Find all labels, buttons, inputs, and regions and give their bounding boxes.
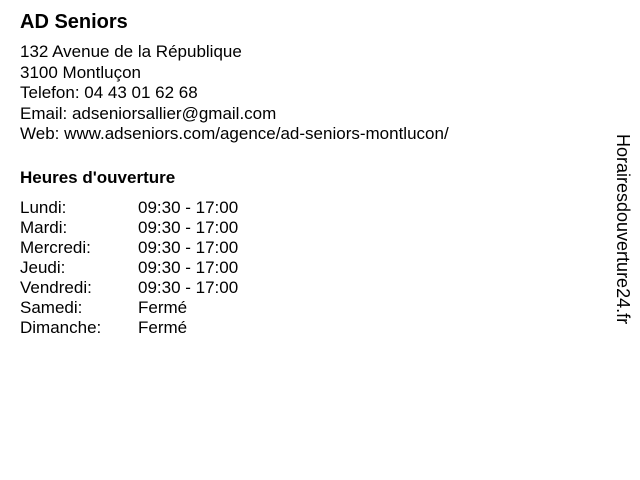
time-value: 09:30 - 17:00 <box>138 217 239 237</box>
day-label: Mercredi: <box>20 237 91 257</box>
hours-row-tuesday <box>20 218 600 238</box>
phone-line: Telefon: 04 43 01 62 68 <box>20 83 198 102</box>
day-label: Dimanche: <box>20 317 102 337</box>
email-line: Email: adseniorsallier@gmail.com <box>20 103 277 123</box>
hours-row-monday <box>20 198 600 218</box>
time-value: 09:30 - 17:00 <box>138 257 239 277</box>
day-label: Jeudi: <box>20 257 66 277</box>
business-card <box>20 10 600 338</box>
hours-row-friday <box>20 278 600 298</box>
hours-row-sunday <box>20 318 600 338</box>
hours-row-saturday <box>20 298 600 318</box>
opening-hours-title: Heures d'ouverture <box>20 167 176 187</box>
day-label: Lundi: <box>20 197 67 217</box>
time-value: 09:30 - 17:00 <box>138 277 239 297</box>
web-line: Web: www.adseniors.com/agence/ad-seniors-montlucon/ <box>20 124 449 143</box>
hours-row-thursday <box>20 258 600 278</box>
time-value: 09:30 - 17:00 <box>138 237 239 257</box>
business-name: AD Seniors <box>20 11 128 33</box>
site-watermark: Horairesdouverture24.fr <box>613 134 633 325</box>
time-value: Fermé <box>138 297 188 317</box>
day-label: Samedi: <box>20 297 83 317</box>
address-line-1: 132 Avenue de la République <box>20 42 242 61</box>
opening-hours-list <box>20 198 600 338</box>
day-label: Mardi: <box>20 217 68 237</box>
address-line-2: 3100 Montluçon <box>20 62 141 82</box>
time-value: Fermé <box>138 317 188 337</box>
day-label: Vendredi: <box>20 277 92 297</box>
time-value: 09:30 - 17:00 <box>138 197 239 217</box>
hours-row-wednesday <box>20 238 600 258</box>
